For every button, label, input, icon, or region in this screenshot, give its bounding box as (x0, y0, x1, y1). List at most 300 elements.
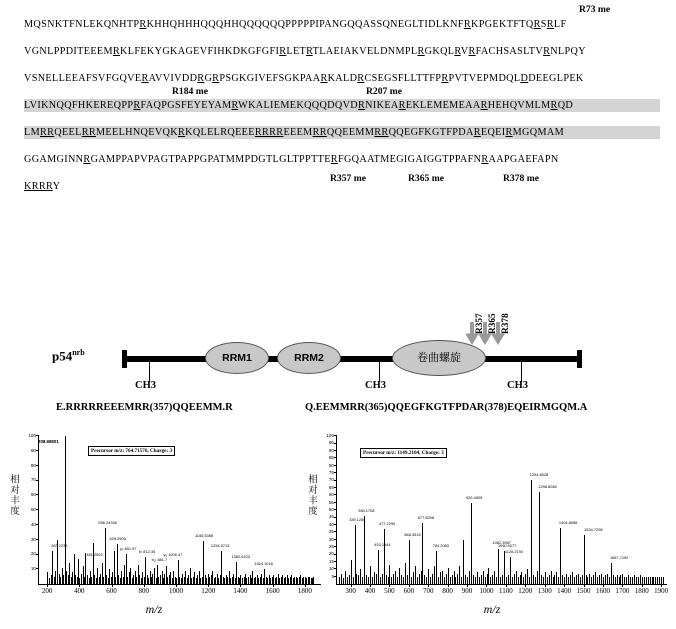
spectrum-peak (543, 577, 544, 584)
spectrum-right-precursor-label: Precursor m/z: 1149.2104, Charge: 3 (360, 448, 447, 458)
peak-annotation-label: 556.24335 (98, 519, 117, 525)
annotation-r357: R357 me (330, 173, 366, 184)
sequence-segment: QEEL (54, 127, 82, 138)
y-axis-tick-label: 40 (328, 521, 334, 527)
x-axis-tick-label: 1600 (265, 587, 280, 595)
y-axis-tick-mark (334, 568, 337, 569)
spectrum-peak (345, 571, 346, 584)
x-axis-tick-mark (47, 584, 48, 587)
x-axis-tick-label: 1500 (576, 587, 591, 595)
spectrum-peak (615, 577, 616, 584)
y-axis-tick-mark (36, 450, 39, 451)
protein-name-superscript: nrb (72, 348, 85, 357)
peak-annotation-label: 1667.7192 (609, 555, 629, 561)
spectrum-peak (454, 571, 455, 584)
y-axis-tick-mark (334, 517, 337, 518)
y-axis-tick-mark (334, 480, 337, 481)
spectrum-right-ylabel: 相对丰度 (306, 474, 317, 516)
spectrum-peak (376, 574, 377, 584)
y-axis-tick-label: 95 (328, 440, 334, 446)
x-axis-tick-mark (273, 584, 274, 587)
x-axis-tick-label: 600 (403, 587, 415, 595)
peak-annotation-label: 1254.8528 (529, 472, 549, 478)
sequence-segment: R (83, 154, 91, 165)
spectrum-peak (397, 577, 398, 584)
x-axis-tick-mark (564, 584, 565, 587)
spectrum-peak (372, 577, 373, 584)
sequence-segment: R (212, 73, 220, 84)
sequence-segment: R (306, 46, 313, 57)
x-axis-tick-label: 1400 (233, 587, 248, 595)
y-axis-tick-mark (334, 539, 337, 540)
spectrum-peak (417, 577, 418, 584)
y-axis-tick-mark (334, 502, 337, 503)
spectrum-peak (355, 525, 356, 584)
sequence-segment: R (480, 100, 488, 111)
x-axis-tick-label: 1300 (537, 587, 552, 595)
peak-annotation-label: 1090.5077 (497, 543, 517, 549)
spectrum-peak (632, 577, 633, 584)
sequence-segment: G (204, 73, 213, 84)
peak-annotation-label: 868.3515 (404, 531, 421, 537)
spectrum-peak (547, 577, 548, 584)
sequence-line-6 (24, 153, 660, 166)
y-axis-tick-label: 45 (328, 514, 334, 520)
x-axis-tick-label: 300 (345, 587, 356, 595)
spectrum-peak (523, 577, 524, 584)
spectrum-peak (382, 574, 383, 584)
spectrum-peak (607, 574, 608, 584)
x-axis-tick-mark (448, 584, 449, 587)
y-axis-tick-mark (334, 509, 337, 510)
sequence-segment: R (505, 127, 513, 138)
spectrum-peak (442, 571, 443, 584)
spectrum-peak (475, 577, 476, 584)
spectrum-peak (477, 572, 478, 584)
x-axis-tick-label: 1900 (654, 587, 669, 595)
spectrum-peak (562, 575, 563, 584)
sequence-segment: R (441, 73, 449, 84)
y-axis-tick-label: 5 (331, 573, 334, 579)
residue-label-r357: R357 (475, 313, 485, 334)
sequence-segment: R (330, 154, 338, 165)
sequence-segment: KPGEKTFTQ (470, 19, 534, 30)
spectrum-peak (490, 577, 491, 584)
x-axis-tick-mark (176, 584, 177, 587)
x-axis-tick-mark (144, 584, 145, 587)
sequence-segment: D (520, 73, 529, 84)
y-axis-tick-mark (36, 554, 39, 555)
y-axis-tick-mark (334, 457, 337, 458)
sequence-segment: RR (312, 127, 327, 138)
spectrum-peak (591, 577, 592, 584)
spectrum-peak (55, 571, 56, 584)
y-axis-tick-label: 20 (328, 551, 334, 557)
sequence-segment: S (540, 19, 547, 30)
spectrum-peak (644, 577, 645, 584)
peptide-sequence-right: Q.EEMMRR(365)QQEGFKGTFPDAR(378)EQEIRMGQM.A (305, 402, 588, 413)
spectrum-right-axes (326, 433, 669, 595)
sequence-segment: RRR (31, 181, 53, 192)
y-axis-tick-label: 15 (328, 558, 334, 564)
sequence-segment: KHHQHHHQQQHHQQQQQQPPPPPIPANGQQASSQNEGLTIDLKNF (146, 19, 464, 30)
sequence-segment: PSGKGIVEFSGKPAA (219, 73, 321, 84)
spectrum-peak (622, 574, 623, 584)
spectrum-peak (661, 577, 662, 584)
peak-annotation-label: y₉ 1006.47 (163, 552, 183, 558)
peak-annotation-label: b₁₁ 881.7 (151, 556, 168, 562)
x-axis-tick-label: 1200 (201, 587, 216, 595)
spectrum-peak (595, 572, 596, 584)
sequence-segment: EEEM (283, 127, 313, 138)
sequence-segment: DEEGLPEK (528, 73, 584, 84)
x-axis-tick-label: 1200 (518, 587, 533, 595)
y-axis-tick-label: 30 (328, 536, 334, 542)
sequence-segment: LVIKNQQFHKEREQPP (24, 100, 134, 111)
spectrum-peak (409, 540, 410, 584)
sequence-segment: R (398, 100, 406, 111)
x-axis-tick-label: 200 (41, 587, 53, 595)
spectrum-peak (411, 577, 412, 584)
peak-annotation-label: 677.8298 (417, 515, 434, 521)
peptide-sequence-left: E.RRRRREEEMRR(357)QQEEMM.R (56, 402, 233, 413)
sequence-segment: TLAEIAKVELDNMPL (312, 46, 418, 57)
peak-annotation-label: 1524.1018 (254, 561, 273, 567)
y-axis-tick-mark (334, 465, 337, 466)
spectrum-peak (356, 574, 357, 584)
spectrum-peak (648, 577, 649, 584)
spectrum-peak (535, 577, 536, 584)
spectrum-peak (388, 577, 389, 584)
annotation-r207: R207 me (366, 86, 402, 97)
spectrum-right-panel (302, 430, 674, 622)
spectrum-peak (617, 575, 618, 584)
spectrum-peak (428, 569, 429, 584)
sequence-segment: WKALIEMEKQQQDQVD (238, 100, 359, 111)
y-axis-tick-label: 50 (328, 507, 334, 512)
x-axis-tick-label: 600 (106, 587, 117, 595)
x-axis-tick-label: 1800 (634, 587, 649, 595)
spectrum-peak (597, 577, 598, 584)
spectrum-peak (620, 575, 621, 584)
sequence-segment: R (550, 100, 558, 111)
x-axis-tick-label: 1800 (297, 587, 312, 595)
spectrum-peak (586, 575, 587, 584)
spectrum-peak (531, 480, 532, 584)
x-axis-tick-mark (428, 584, 429, 587)
spectrum-peak (537, 571, 538, 584)
peak-annotation-label: 1404.8056 (558, 519, 578, 525)
spectrum-peak (498, 549, 499, 585)
y-axis-tick-mark (334, 524, 337, 525)
y-axis-tick-mark (36, 494, 39, 495)
annotation-r378: R378 me (503, 173, 539, 184)
spectrum-peak (457, 574, 458, 584)
sequence-segment: QD (557, 100, 574, 111)
spectrum-peak (556, 572, 557, 584)
sequence-segment: PVTVEPMDQL (448, 73, 521, 84)
spectrum-peak (347, 577, 348, 584)
spectrum-peak (374, 572, 375, 584)
spectrum-peak (444, 577, 445, 584)
sequence-segment: AVVIVDD (148, 73, 198, 84)
y-axis-tick-label: 100 (326, 433, 334, 438)
sequence-segment: LM (24, 127, 40, 138)
spectrum-peak (407, 575, 408, 584)
x-axis-tick-label: 900 (461, 587, 473, 595)
sequence-segment: R (358, 100, 366, 111)
y-axis-tick-label: 50 (30, 507, 36, 512)
x-axis-tick-mark (112, 584, 113, 587)
sequence-line-3 (24, 72, 660, 85)
sequence-segment: R (546, 19, 554, 30)
y-axis-tick-label: 25 (328, 544, 334, 549)
spectrum-peak (368, 577, 369, 584)
spectrum-peak (362, 577, 363, 584)
spectrum-left-axes (28, 433, 321, 595)
domain-rrm1: RRM1 (205, 342, 269, 374)
sequence-segment: EQEI (480, 127, 506, 138)
spectrum-left-precursor-label: Precursor m/z: 764.71576, Charge: 3 (88, 446, 175, 456)
spectrum-peak (467, 577, 468, 584)
spectrum-left-base-peak-label: 308.98801 (38, 439, 59, 444)
spectrum-peak (455, 577, 456, 584)
spectrum-peak (440, 572, 441, 584)
sequence-segment: R (320, 73, 328, 84)
sequence-segment: GKQL (424, 46, 455, 57)
spectrum-peak (393, 574, 394, 584)
spectrum-peak (341, 574, 342, 584)
sequence-line-4 (24, 99, 660, 112)
sequence-segment: GFKGTFPDA (410, 127, 474, 138)
spectrum-peak (638, 577, 639, 584)
annotation-r365: R365 me (408, 173, 444, 184)
spectrum-peak (553, 577, 554, 584)
spectrum-peak (378, 550, 379, 584)
spectrum-peak (657, 577, 658, 584)
spectrum-peak (401, 575, 402, 584)
spectrum-peak (634, 575, 635, 584)
x-axis-tick-mark (661, 584, 662, 587)
peak-annotation-label: 1382.6323 (231, 553, 250, 559)
spectrum-peak (65, 436, 66, 584)
sequence-segment: R (133, 100, 141, 111)
sequence-segment: GAMPPAPVPAGTPAPPGPATMMPDGTLGLTPPTTE (90, 154, 331, 165)
spectrum-peak (349, 575, 350, 584)
x-axis-tick-label: 400 (364, 587, 376, 595)
spectrum-peak (488, 568, 489, 584)
y-axis-tick-label: 65 (328, 484, 334, 490)
y-axis-tick-mark (334, 435, 337, 436)
x-axis-tick-label: 1600 (595, 587, 610, 595)
spectrum-peak (424, 575, 425, 584)
sequence-segment: R (177, 127, 186, 138)
y-axis-tick-mark (36, 509, 39, 510)
y-axis-tick-mark (334, 554, 337, 555)
sequence-segment: R (463, 19, 471, 30)
spectrum-peak (358, 575, 359, 584)
sequence-segment: RR (374, 127, 389, 138)
y-axis-tick-label: 55 (328, 499, 334, 505)
sequence-segment: KQLELRQEEE (185, 127, 255, 138)
spectrum-peak (469, 571, 470, 584)
sequence-segment: RRRR (254, 127, 284, 138)
spectrum-peak (389, 565, 390, 584)
spectrum-peak (539, 492, 540, 584)
spectrum-peak (601, 574, 602, 584)
spectrum-peak (520, 575, 521, 584)
domain-diagram (0, 300, 676, 420)
spectrum-peak (512, 577, 513, 584)
y-axis-tick-mark (334, 576, 337, 577)
spectrum-peak (465, 575, 466, 584)
spectrum-right-xlabel: m/z (483, 602, 501, 616)
spectrum-peak (533, 575, 534, 584)
spectrum-peak (605, 575, 606, 584)
x-axis-tick-mark (409, 584, 410, 587)
spectrum-peak (599, 575, 600, 584)
sequence-segment: R (279, 46, 287, 57)
domain-rrm2: RRM2 (277, 342, 341, 374)
spectrum-peak (471, 503, 472, 584)
y-axis-tick-label: 10 (328, 566, 334, 572)
spectrum-peak (481, 575, 482, 584)
spectrum-peak (630, 577, 631, 584)
sequence-segment: LF (553, 19, 567, 30)
spectrum-peak (403, 577, 404, 584)
ch3-tick-right (521, 362, 522, 382)
spectrum-left-panel (4, 430, 334, 622)
sequence-segment: QQE (388, 127, 411, 138)
spectrum-peak (646, 577, 647, 584)
x-axis-tick-mark (389, 584, 390, 587)
spectrum-peak (463, 540, 464, 584)
sequence-segment: RR (39, 127, 55, 138)
domain-coiled-coil: 卷曲螺旋 (392, 340, 486, 376)
spectrum-peak (640, 575, 641, 584)
sequence-segment: R (112, 46, 121, 57)
sequence-segment: AAPGAEFAPN (488, 154, 559, 165)
peak-annotation-label: 477.2290 (378, 521, 396, 527)
peak-annotation-label: 625.2508 (109, 536, 126, 542)
y-axis-tick-label: 30 (30, 536, 36, 542)
sequence-segment: R (454, 46, 461, 57)
residue-label-r365: R365 (488, 313, 498, 334)
sequence-segment: LET (286, 46, 307, 57)
spectrum-peak (339, 577, 340, 584)
spectrum-left-xlabel: m/z (145, 602, 163, 616)
spectrum-peak (384, 529, 385, 584)
y-axis-tick-mark (36, 539, 39, 540)
annotation-r184: R184 me (172, 86, 208, 97)
peak-annotation-label: 1254.5713 (210, 543, 230, 549)
spectrum-peak (626, 577, 627, 584)
y-axis-tick-label: 75 (328, 470, 334, 475)
spectrum-peak (589, 574, 590, 584)
sequence-segment: MEELHNQEVQK (96, 127, 178, 138)
spectrum-peak (395, 571, 396, 584)
y-axis-tick-label: 60 (30, 492, 36, 498)
spectrum-peak (386, 575, 387, 584)
spectrum-peak (364, 516, 365, 584)
sequence-segment: FACHSASLTV (475, 46, 544, 57)
spectrum-peak (527, 569, 528, 584)
peak-annotation-label: 1126.2190 (504, 549, 524, 555)
spectrum-peak (492, 575, 493, 584)
spectrum-peak (541, 575, 542, 584)
x-axis-tick-mark (603, 584, 604, 587)
spectrum-peak (436, 551, 437, 584)
spectrum-peak (504, 551, 505, 584)
spectrum-peak (574, 577, 575, 584)
spectrum-peak (473, 575, 474, 584)
spectrum-peak (653, 577, 654, 584)
spectrum-left-ylabel: 相对丰度 (8, 474, 19, 516)
sequence-segment: R (533, 19, 541, 30)
spectrum-peak (415, 566, 416, 584)
peak-annotation-label: 1298.8048 (538, 484, 557, 490)
spectrum-peak (459, 566, 460, 584)
spectrum-peak (663, 577, 664, 584)
x-axis-tick-label: 1000 (479, 587, 494, 595)
sequence-segment: NLPQY (550, 46, 586, 57)
sequence-segment: R (197, 73, 205, 84)
spectrum-peak (494, 571, 495, 584)
spectrum-peak (487, 574, 488, 584)
spectrum-peak (360, 569, 361, 584)
spectrum-peak (564, 577, 565, 584)
spectrum-peak (399, 568, 400, 584)
y-axis-tick-mark (334, 487, 337, 488)
y-axis-tick-label: 70 (30, 477, 36, 483)
ch3-tick-middle (379, 362, 380, 382)
sequence-segment: RR (81, 127, 97, 138)
spectrum-peak (587, 577, 588, 584)
x-axis-tick-mark (622, 584, 623, 587)
peak-annotation-label: 481.2503 (86, 552, 103, 558)
y-axis-tick-mark (334, 561, 337, 562)
sequence-segment: R (231, 100, 239, 111)
sequence-segment: KALD (327, 73, 358, 84)
sequence-segment: R (473, 127, 481, 138)
sequence-segment: R (357, 73, 365, 84)
x-axis-tick-mark (370, 584, 371, 587)
y-axis-tick-mark (334, 472, 337, 473)
spectrum-peak (650, 577, 651, 584)
spectrum-peak (554, 575, 555, 584)
sequence-segment: CSEGSFLLTTFP (364, 73, 442, 84)
sequence-segment: EKLEMEMEAA (405, 100, 481, 111)
sequence-segment: R (139, 19, 147, 30)
spectrum-peak (479, 577, 480, 584)
x-axis-tick-mark (351, 584, 352, 587)
spectrum-peak (496, 577, 497, 584)
sequence-segment: FAQPGSFEYEYAM (140, 100, 232, 111)
sequence-segment: VGNLPPDITEEEM (24, 46, 113, 57)
x-axis-tick-label: 1700 (615, 587, 630, 595)
sequence-segment: MGQMAM (512, 127, 564, 138)
spectrum-peak (391, 577, 392, 584)
x-axis-tick-mark (486, 584, 487, 587)
spectrum-peak (580, 577, 581, 584)
spectrum-peak (549, 575, 550, 584)
spectrum-peak (582, 575, 583, 584)
spectrum-peak (609, 577, 610, 584)
spectrum-peak (636, 577, 637, 584)
y-axis-tick-mark (334, 450, 337, 451)
sequence-segment: QQEEMM (326, 127, 375, 138)
peak-annotation-label: b₇ 812.35 (138, 549, 156, 555)
